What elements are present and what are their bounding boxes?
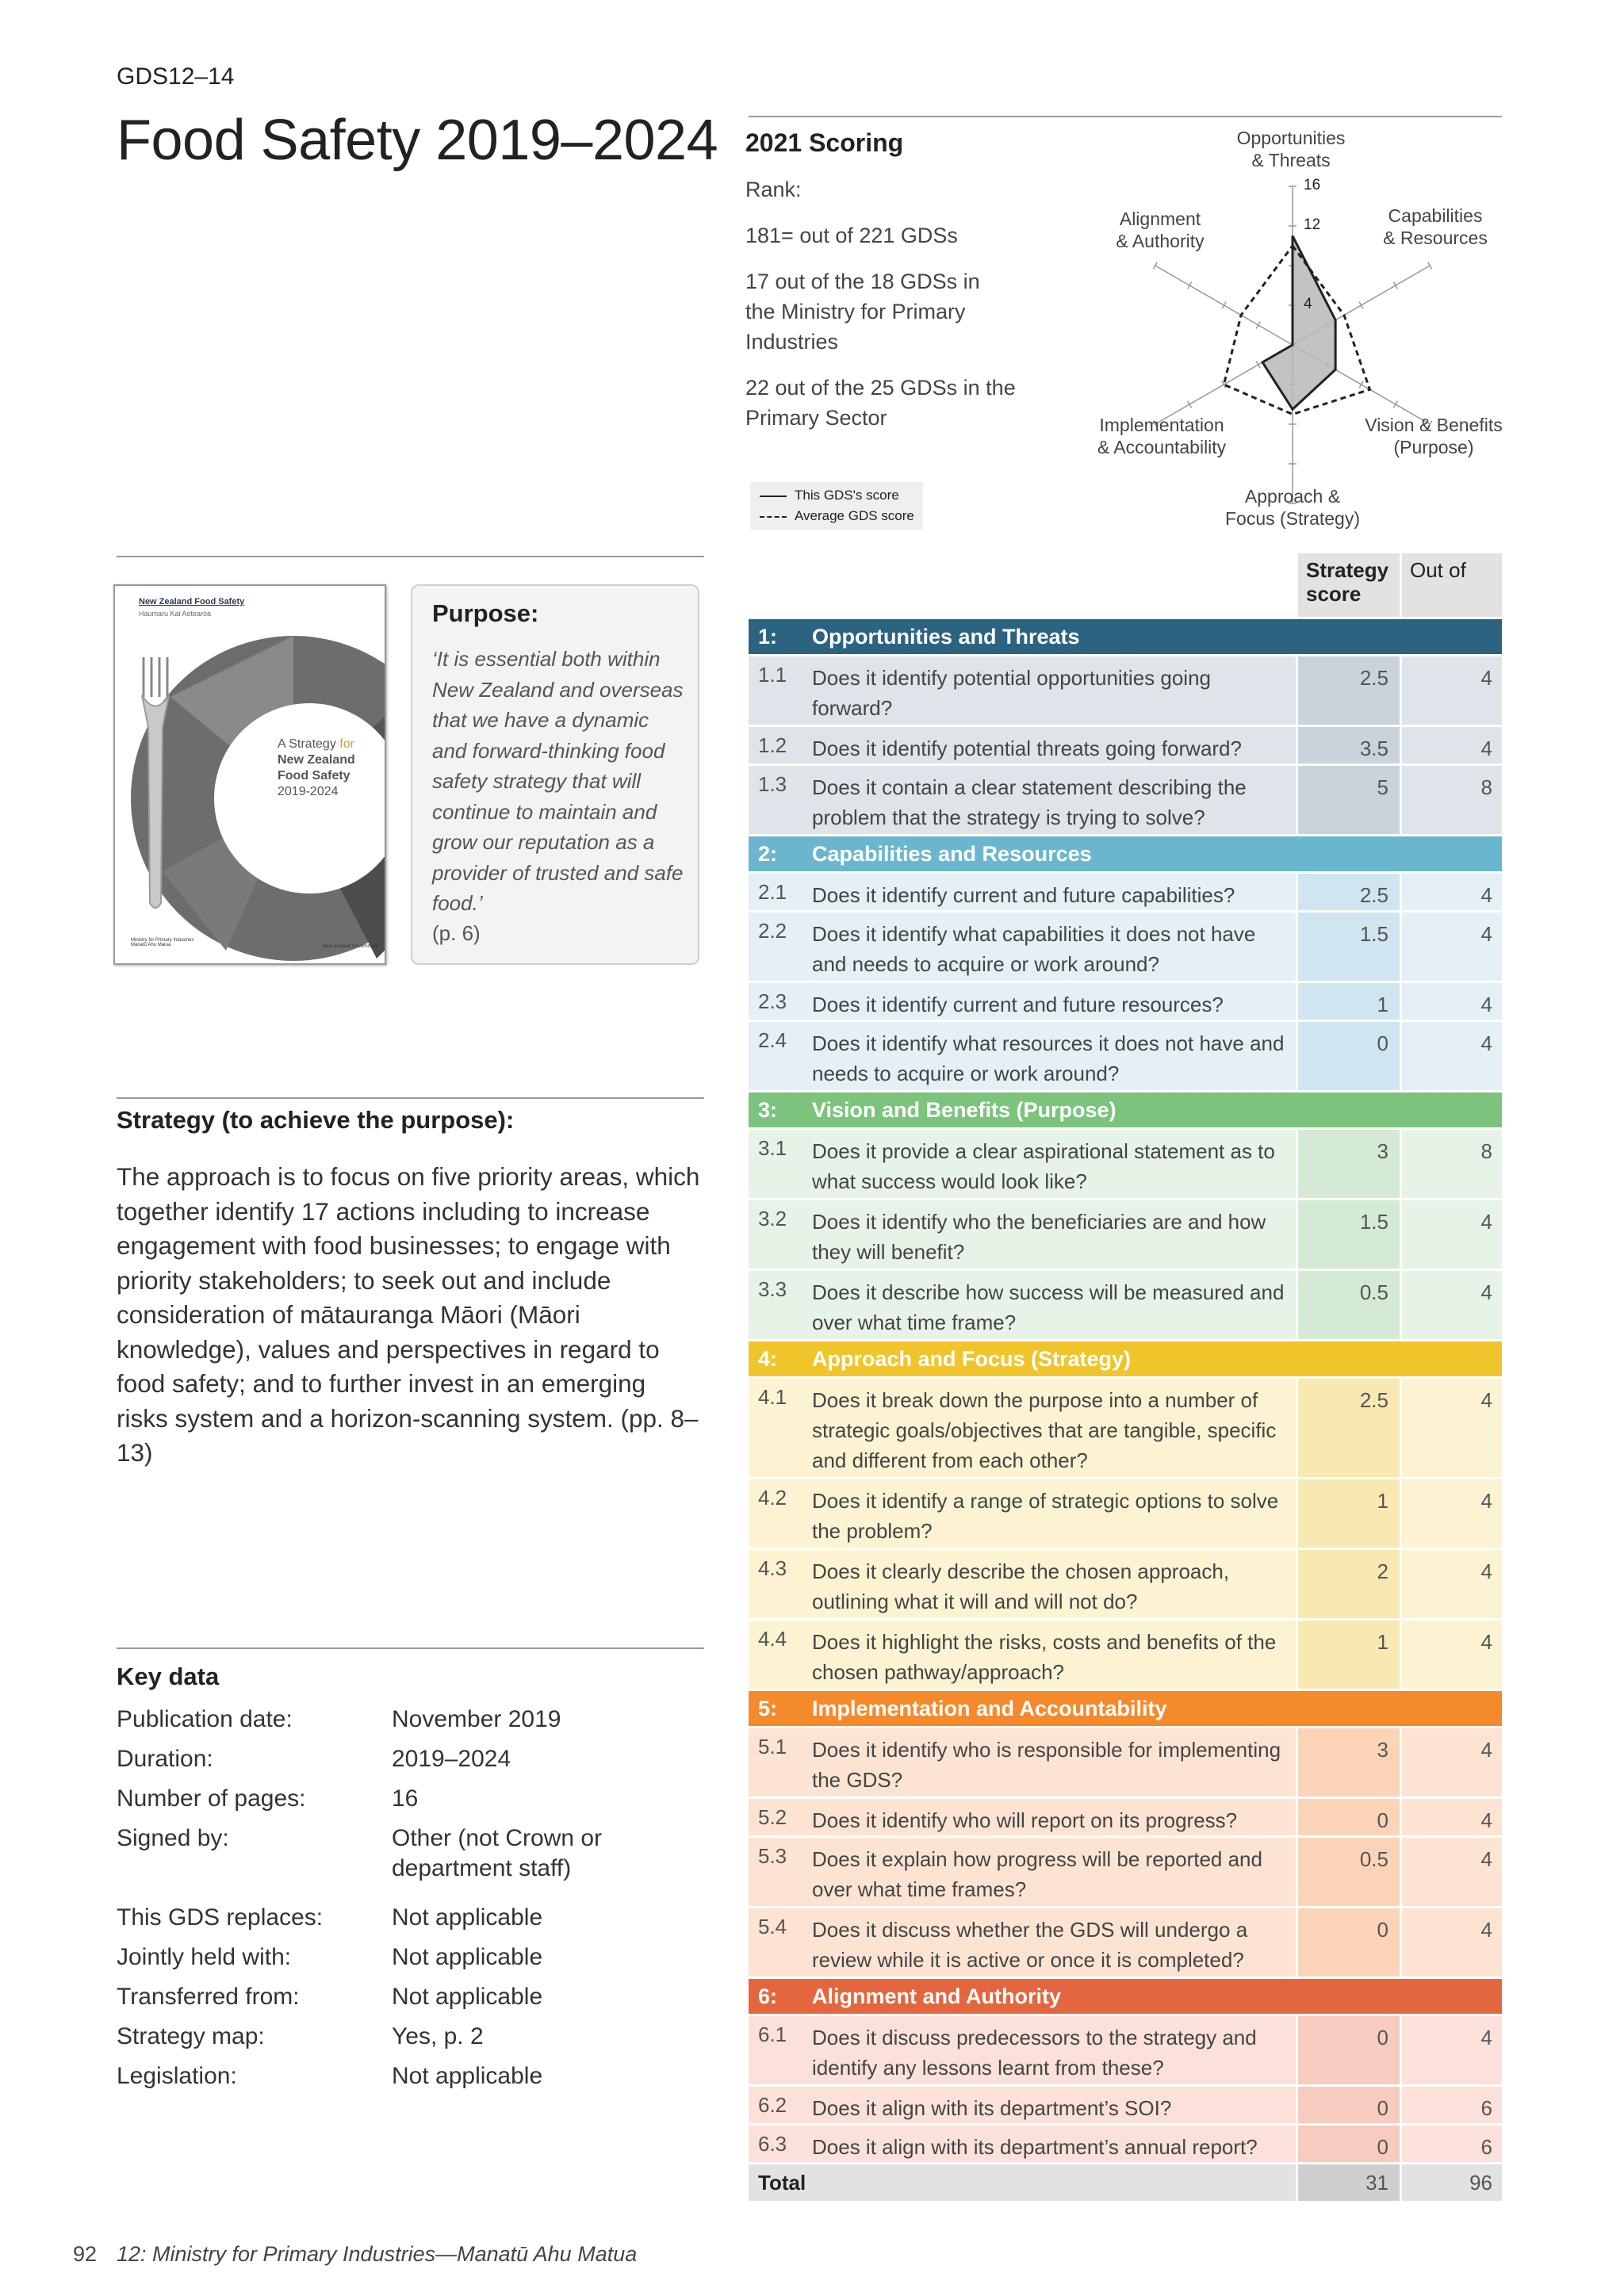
series-this-gds — [1262, 236, 1335, 410]
purpose-page-ref: (p. 6) — [432, 921, 481, 945]
question-cell — [749, 1022, 1296, 1090]
question-number: 4.4 — [758, 1627, 787, 1651]
section-number: 6: — [758, 1984, 778, 2008]
table-row — [749, 1200, 1502, 1269]
strategy-score: 0 — [1377, 1031, 1388, 1055]
table-row — [749, 2087, 1502, 2123]
out-of-cell — [1402, 766, 1502, 834]
section-header — [749, 1691, 1502, 1726]
out-of-cell — [1402, 1022, 1502, 1090]
question-cell — [749, 2016, 1296, 2084]
key-data-label: Signed by: — [117, 1825, 229, 1851]
strategy-text: The approach is to focus on five priority areas, which together identify 17 actions including to increase engagement with food businesses; to engage with priority stakeholders; to seek out and include consideration of mātauranga Māori (Māori knowledge), values and perspectives in regard to food safety; and to further invest in an emerging risks system and a horizon-scanning system. (pp. 8–13) — [117, 1162, 700, 1467]
purpose-rule — [117, 556, 704, 557]
cover-line-2: New Zealand — [278, 753, 355, 767]
table-row — [749, 2126, 1502, 2162]
out-of-value: 4 — [1480, 922, 1492, 946]
strategy-cover-thumbnail — [113, 584, 386, 965]
rank-label: Rank: — [745, 178, 802, 201]
purpose-title: Purpose: — [432, 599, 539, 627]
strategy-score: 0 — [1377, 2096, 1388, 2120]
radar-axis-label — [1332, 205, 1538, 249]
strategy-score: 1.5 — [1359, 1210, 1388, 1234]
radar-tick-mark — [1256, 322, 1260, 329]
col-header-strategy-score: Strategy score — [1298, 553, 1400, 617]
out-of-cell — [1402, 2087, 1502, 2123]
question-text: Does it identify potential threats going forward? — [812, 737, 1242, 760]
question-text: Does it identify what capabilities it does not have and needs to acquire or work around? — [812, 922, 1256, 976]
question-cell — [749, 2126, 1296, 2162]
question-number: 5.3 — [758, 1844, 787, 1868]
radar-axis-label-line: & Resources — [1383, 228, 1488, 248]
strategy-score: 1 — [1377, 1489, 1388, 1513]
strategy-score: 0 — [1377, 1808, 1388, 1832]
table-row — [749, 913, 1502, 981]
strategy-score: 0 — [1377, 1918, 1388, 1942]
score-cell — [1298, 1200, 1400, 1269]
question-number: 3.2 — [758, 1207, 787, 1230]
radar-axis-label-line: Capabilities — [1388, 205, 1483, 226]
radar-axis-label-line: Focus (Strategy) — [1225, 508, 1360, 529]
question-cell — [749, 1379, 1296, 1477]
key-data-value: November 2019 — [392, 1706, 561, 1732]
question-cell — [749, 913, 1296, 981]
score-cell — [1298, 1838, 1400, 1906]
score-cell — [1298, 1621, 1400, 1689]
out-of-cell — [1402, 727, 1502, 763]
out-of-cell — [1402, 1271, 1502, 1339]
radar-tick-mark — [1393, 282, 1397, 289]
out-of-cell — [1402, 2016, 1502, 2084]
cover-ministry: Ministry for Primary Industries — [131, 938, 194, 943]
question-cell — [749, 1130, 1296, 1198]
out-of-value: 6 — [1480, 2135, 1492, 2159]
cover-title — [278, 737, 355, 800]
strategy-score: 2.5 — [1359, 666, 1388, 690]
section-header — [749, 1341, 1502, 1376]
table-row — [749, 1130, 1502, 1198]
out-of-value: 4 — [1480, 1738, 1492, 1762]
question-cell — [749, 1838, 1296, 1906]
radar-axis-label-line: & Threats — [1251, 150, 1331, 170]
out-of-value: 8 — [1480, 1139, 1492, 1163]
score-cell — [1298, 2126, 1400, 2162]
question-text: Does it clearly describe the chosen approach, outlining what it will and will not do? — [812, 1559, 1230, 1613]
key-data-title: Key data — [117, 1663, 220, 1690]
out-of-cell — [1402, 1908, 1502, 1976]
key-data-value: 2019–2024 — [392, 1746, 511, 1772]
out-of-cell — [1402, 1379, 1502, 1477]
question-number: 3.3 — [758, 1277, 787, 1301]
out-of-cell — [1402, 874, 1502, 910]
question-number: 2.3 — [758, 989, 787, 1013]
radar-tick-mark — [1428, 262, 1432, 270]
question-cell — [749, 1728, 1296, 1797]
strategy-rule — [117, 1097, 704, 1099]
score-cell — [1298, 1799, 1400, 1835]
out-of-value: 6 — [1480, 2096, 1492, 2120]
radar-tick-label: 4 — [1304, 296, 1312, 312]
radar-axis-label — [1188, 127, 1394, 171]
cover-top-subtitle: Haumaru Kai Aotearoa — [139, 610, 212, 618]
section-title: Capabilities and Resources — [812, 842, 1092, 866]
cover-line-1b: for — [339, 737, 354, 751]
strategy-score: 1 — [1377, 993, 1388, 1016]
total-label: Total — [758, 2171, 806, 2195]
total-outof: 96 — [1469, 2171, 1492, 2195]
question-text: Does it break down the purpose into a number of strategic goals/objectives that are tangible, specific and different from each other? — [812, 1388, 1277, 1472]
radar-axis-label-line: Vision & Benefits — [1365, 415, 1503, 435]
radar-axis-label — [1059, 414, 1265, 458]
out-of-value: 4 — [1480, 1210, 1492, 1234]
score-cell — [1298, 1130, 1400, 1198]
radar-axis-label-line: (Purpose) — [1393, 437, 1474, 457]
question-text: Does it identify who will report on its progress? — [812, 1808, 1238, 1832]
radar-tick-mark — [1188, 282, 1192, 289]
table-row — [749, 1621, 1502, 1689]
key-data-value: Not applicable — [392, 1904, 543, 1931]
radar-tick-label: 16 — [1304, 177, 1321, 193]
section-header — [749, 619, 1502, 654]
cover-ministry-maori: Manatū Ahu Matua — [131, 943, 171, 947]
question-text: Does it align with its department’s annual report? — [812, 2135, 1258, 2159]
table-row — [749, 1271, 1502, 1339]
key-data-value: 16 — [392, 1785, 419, 1812]
question-number: 6.3 — [758, 2132, 787, 2156]
question-cell — [749, 1621, 1296, 1689]
table-row — [749, 766, 1502, 834]
score-cell — [1298, 983, 1400, 1020]
out-of-cell — [1402, 1479, 1502, 1548]
key-data-label: Legislation: — [117, 2063, 237, 2089]
question-cell — [749, 1908, 1296, 1976]
radar-axis-label — [1189, 485, 1396, 530]
key-data-value: Other (not Crown or department staff) — [392, 1825, 603, 1881]
out-of-value: 4 — [1480, 1489, 1492, 1513]
total-outof-cell — [1402, 2164, 1502, 2201]
radar-tick-mark — [1359, 381, 1363, 388]
table-row — [749, 983, 1502, 1020]
out-of-cell — [1402, 1621, 1502, 1689]
table-row — [749, 1379, 1502, 1477]
key-data-value: Not applicable — [392, 1984, 543, 2010]
score-cell — [1298, 1379, 1400, 1477]
strategy-score: 3 — [1377, 1139, 1388, 1163]
radar-axis-label-line: Approach & — [1244, 486, 1341, 507]
strategy-score: 0 — [1377, 2135, 1388, 2159]
total-score: 31 — [1365, 2171, 1388, 2195]
strategy-score: 2.5 — [1359, 883, 1388, 907]
cover-top-title: New Zealand Food Safety — [139, 597, 245, 607]
strategy-score: 1 — [1377, 1630, 1388, 1654]
score-cell — [1298, 2016, 1400, 2084]
purpose-quote: ‘It is essential both within New Zealand and overseas that we have a dynamic and forward-thinking food safety strategy that will continue to maintain and grow our reputation as a provider of trusted and safe food.’ — [432, 647, 684, 915]
cover-bottom-left — [131, 938, 193, 947]
out-of-value: 4 — [1480, 666, 1492, 690]
table-row — [749, 1479, 1502, 1548]
question-text: Does it describe how success will be measured and over what time frame? — [812, 1280, 1285, 1334]
strategy-score: 3.5 — [1359, 737, 1388, 760]
question-number: 5.1 — [758, 1735, 787, 1758]
score-cell — [1298, 1271, 1400, 1339]
scoring-title: 2021 Scoring — [745, 128, 904, 157]
out-of-cell — [1402, 913, 1502, 981]
table-row — [749, 1799, 1502, 1835]
score-cell — [1298, 656, 1400, 725]
radar-tick-mark — [1153, 262, 1157, 270]
radar-tick-label: 12 — [1304, 216, 1321, 233]
section-number: 5: — [758, 1697, 778, 1720]
question-text: Does it discuss whether the GDS will undergo a review while it is active or once it is completed? — [812, 1918, 1248, 1972]
key-data-label: This GDS replaces: — [117, 1904, 324, 1931]
radar-axis-label — [1331, 414, 1537, 458]
cover-line-1: A Strategy — [278, 737, 336, 751]
question-cell — [749, 1479, 1296, 1548]
out-of-value: 4 — [1480, 1918, 1492, 1942]
strategy-score: 2 — [1377, 1559, 1388, 1583]
radar-axis-label-line: & Authority — [1116, 231, 1205, 251]
section-header — [749, 1979, 1502, 2014]
legend-average-label: Average GDS score — [795, 508, 914, 523]
radar-axis-label — [1057, 208, 1263, 252]
out-of-value: 4 — [1480, 1388, 1492, 1412]
rank-ministry: 17 out of the 18 GDSs in the Ministry for Primary Industries — [745, 270, 980, 354]
chart-legend — [750, 482, 923, 530]
radar-axis-label-line: Opportunities — [1236, 128, 1346, 148]
scoring-top-rule — [749, 116, 1502, 117]
col-header-out-of: Out of — [1402, 553, 1502, 617]
table-row — [749, 1022, 1502, 1090]
section-number: 3: — [758, 1098, 778, 1122]
question-number: 1.2 — [758, 733, 787, 757]
out-of-cell — [1402, 1799, 1502, 1835]
table-row — [749, 727, 1502, 763]
score-cell — [1298, 766, 1400, 834]
question-number: 6.1 — [758, 2022, 787, 2046]
rank-sector: 22 out of the 25 GDSs in the Primary Sector — [745, 376, 1016, 430]
question-cell — [749, 1550, 1296, 1618]
question-cell — [749, 656, 1296, 725]
question-text: Does it discuss predecessors to the strategy and identify any lessons learnt from these? — [812, 2026, 1257, 2080]
question-cell — [749, 1799, 1296, 1835]
section-title: Implementation and Accountability — [812, 1697, 1167, 1720]
radar-tick-mark — [1188, 401, 1192, 408]
question-number: 1.1 — [758, 663, 787, 687]
score-cell — [1298, 874, 1400, 910]
score-cell — [1298, 913, 1400, 981]
section-header — [749, 1093, 1502, 1127]
out-of-cell — [1402, 656, 1502, 725]
legend-this-label: This GDS's score — [795, 488, 899, 503]
question-text: Does it identify potential opportunities going forward? — [812, 666, 1211, 720]
radar-axis-label-line: & Accountability — [1097, 437, 1227, 457]
out-of-cell — [1402, 1130, 1502, 1198]
question-cell — [749, 874, 1296, 910]
question-cell — [749, 2087, 1296, 2123]
question-number: 2.2 — [758, 919, 787, 943]
section-number: 4: — [758, 1347, 778, 1371]
question-text: Does it align with its department’s SOI? — [812, 2096, 1172, 2120]
out-of-value: 8 — [1480, 775, 1492, 799]
out-of-value: 4 — [1480, 1280, 1492, 1304]
strategy-title: Strategy (to achieve the purpose): — [117, 1106, 515, 1134]
out-of-value: 4 — [1480, 1031, 1492, 1055]
question-text: Does it identify what resources it does not have and needs to acquire or work around? — [812, 1031, 1285, 1085]
question-cell — [749, 766, 1296, 834]
out-of-cell — [1402, 1200, 1502, 1269]
out-of-cell — [1402, 1838, 1502, 1906]
key-data-rule — [117, 1647, 704, 1649]
score-cell — [1298, 1479, 1400, 1548]
score-cell — [1298, 1550, 1400, 1618]
table-row — [749, 1728, 1502, 1797]
section-header — [749, 836, 1502, 871]
dashed-line-swatch — [760, 516, 787, 518]
question-number: 5.4 — [758, 1915, 787, 1938]
question-number: 5.2 — [758, 1805, 787, 1829]
section-title: Alignment and Authority — [812, 1984, 1061, 2008]
radar-tick-mark — [1393, 401, 1397, 408]
question-number: 4.2 — [758, 1486, 787, 1510]
score-cell — [1298, 1022, 1400, 1090]
question-number: 6.2 — [758, 2093, 787, 2117]
out-of-cell — [1402, 1728, 1502, 1797]
out-of-cell — [1402, 983, 1502, 1020]
table-row — [749, 1550, 1502, 1618]
total-score-cell — [1298, 2164, 1400, 2201]
table-row — [749, 874, 1502, 910]
question-number: 1.3 — [758, 772, 787, 796]
strategy-score: 0.5 — [1359, 1847, 1388, 1871]
out-of-value: 4 — [1480, 1559, 1492, 1583]
radar-axis-label-line: Implementation — [1099, 415, 1224, 435]
cover-line-3: Food Safety — [278, 769, 350, 783]
solid-line-swatch — [760, 496, 787, 497]
question-text: Does it identify a range of strategic options to solve the problem? — [812, 1489, 1279, 1543]
page-number: 92 — [73, 2242, 98, 2266]
score-cell — [1298, 1908, 1400, 1976]
score-cell — [1298, 727, 1400, 763]
out-of-cell — [1402, 2126, 1502, 2162]
key-data-label: Publication date: — [117, 1706, 293, 1732]
question-number: 4.1 — [758, 1385, 787, 1409]
strategy-score: 3 — [1377, 1738, 1388, 1762]
strategy-score: 0.5 — [1359, 1280, 1388, 1304]
question-number: 3.1 — [758, 1136, 787, 1160]
key-data-value: Not applicable — [392, 1944, 543, 1970]
table-row — [749, 1908, 1502, 1976]
table-row — [749, 2016, 1502, 2084]
section-title: Opportunities and Threats — [812, 625, 1080, 649]
question-text: Does it highlight the risks, costs and benefits of the chosen pathway/approach? — [812, 1630, 1277, 1684]
question-text: Does it identify current and future resources? — [812, 993, 1224, 1016]
page-title: Food Safety 2019–2024 — [117, 109, 718, 172]
question-number: 2.4 — [758, 1028, 787, 1052]
out-of-value: 4 — [1480, 1808, 1492, 1832]
radar-tick-mark — [1256, 362, 1260, 369]
question-text: Does it identify current and future capabilities? — [812, 883, 1235, 907]
footer-chapter: 12: Ministry for Primary Industries—Manatū Ahu Matua — [117, 2242, 638, 2266]
out-of-value: 4 — [1480, 883, 1492, 907]
out-of-value: 4 — [1480, 2026, 1492, 2049]
score-cell — [1298, 1728, 1400, 1797]
out-of-value: 4 — [1480, 1630, 1492, 1654]
question-cell — [749, 983, 1296, 1020]
key-data-label: Number of pages: — [117, 1785, 306, 1812]
out-of-value: 4 — [1480, 993, 1492, 1016]
key-data-label: Transferred from: — [117, 1984, 300, 2010]
question-cell — [749, 1271, 1296, 1339]
out-of-value: 4 — [1480, 1847, 1492, 1871]
gds-code: GDS12–14 — [117, 63, 235, 90]
total-row — [749, 2164, 1502, 2201]
radar-tick-mark — [1359, 302, 1363, 309]
question-text: Does it explain how progress will be reported and over what time frames? — [812, 1847, 1262, 1901]
strategy-score: 5 — [1377, 775, 1388, 799]
key-data-value: Yes, p. 2 — [392, 2023, 484, 2049]
question-text: Does it identify who the beneficiaries are and how they will benefit? — [812, 1210, 1266, 1264]
key-data-label: Strategy map: — [117, 2023, 265, 2049]
question-number: 2.1 — [758, 880, 787, 904]
question-number: 4.3 — [758, 1556, 787, 1580]
question-cell — [749, 1200, 1296, 1269]
strategy-score: 2.5 — [1359, 1388, 1388, 1412]
out-of-value: 4 — [1480, 737, 1492, 760]
radar-axis-label-line: Alignment — [1119, 209, 1201, 229]
section-number: 1: — [758, 625, 778, 649]
question-text: Does it contain a clear statement describing the problem that the strategy is trying to solve? — [812, 775, 1247, 829]
question-text: Does it provide a clear aspirational statement as to what success would look like? — [812, 1139, 1275, 1193]
cover-bottom-right: New Zealand Government — [323, 944, 379, 949]
rank-overall: 181= out of 221 GDSs — [745, 224, 958, 247]
strategy-score: 1.5 — [1359, 922, 1388, 946]
key-data-value: Not applicable — [392, 2063, 543, 2089]
total-label-cell — [749, 2164, 1296, 2201]
section-title: Vision and Benefits (Purpose) — [812, 1098, 1116, 1122]
table-row — [749, 1838, 1502, 1906]
key-data-label: Jointly held with: — [117, 1944, 292, 1970]
key-data-label: Duration: — [117, 1746, 213, 1772]
question-cell — [749, 727, 1296, 763]
legend-average-score — [760, 507, 914, 526]
out-of-cell — [1402, 1550, 1502, 1618]
section-title: Approach and Focus (Strategy) — [812, 1347, 1132, 1371]
cover-line-4: 2019-2024 — [278, 785, 339, 798]
score-cell — [1298, 2087, 1400, 2123]
strategy-score: 0 — [1377, 2026, 1388, 2049]
question-text: Does it identify who is responsible for implementing the GDS? — [812, 1738, 1281, 1792]
legend-this-score — [760, 486, 899, 505]
section-number: 2: — [758, 842, 778, 866]
table-row — [749, 656, 1502, 725]
radar-tick-mark — [1222, 302, 1226, 309]
